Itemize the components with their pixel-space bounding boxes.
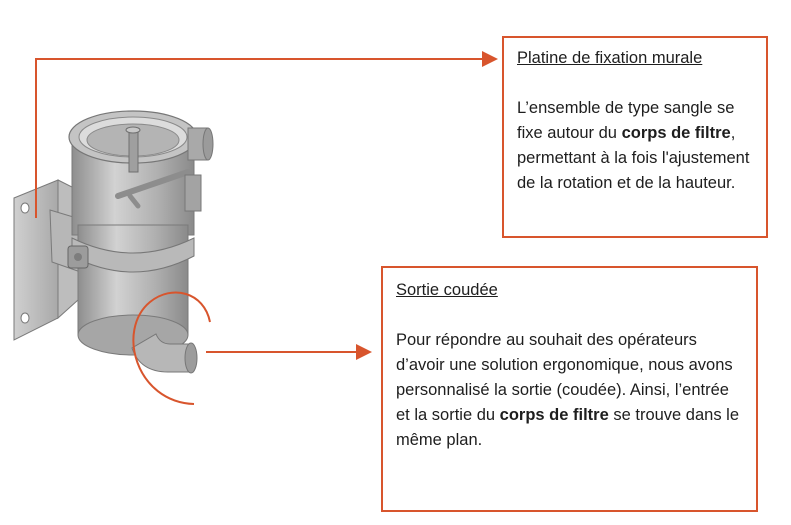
callout-outlet — [381, 266, 758, 512]
callout-body: L’ensemble de type sangle se fixe autour du corps de filtre, permettant à la fois l'ajustement de la rotation et de la hauteur. — [517, 99, 750, 192]
callout-title: Platine de fixation murale — [517, 49, 703, 67]
callout-title: Sortie coudée — [396, 281, 498, 299]
callout-wall-plate — [502, 36, 768, 238]
callout-body: Pour répondre au souhait des opérateurs d’avoir une solution ergonomique, nous avons personnalisé la sortie (coudée). Ainsi, l’entrée et la sortie du corps de filtre se trouve dans le même plan. — [396, 331, 740, 449]
filter-body — [68, 111, 213, 373]
